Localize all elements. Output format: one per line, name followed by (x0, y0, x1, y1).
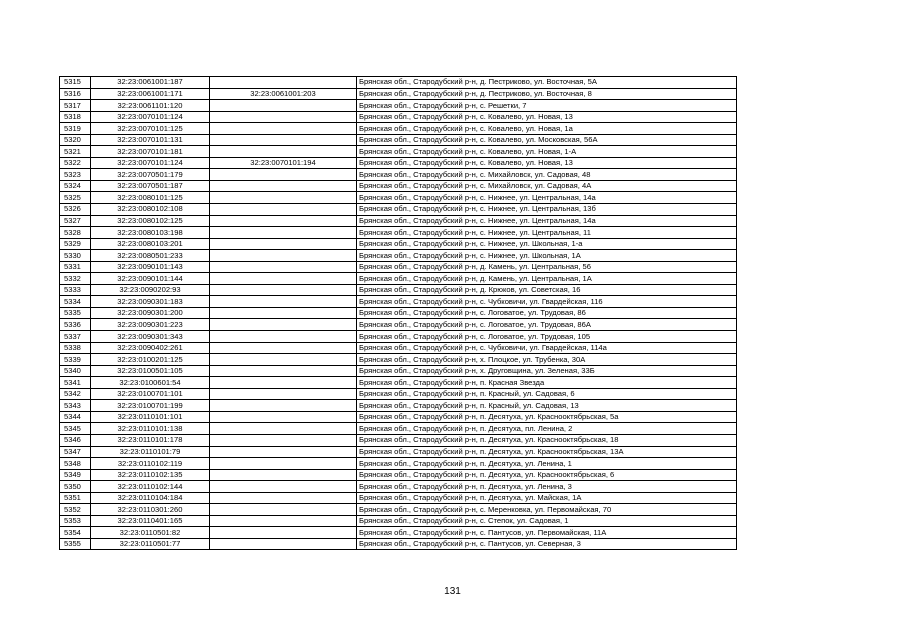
row-number-cell: 5346 (60, 434, 91, 446)
table-row (60, 446, 737, 458)
linked-cadastral-number-cell: 32:23:0070101:194 (210, 157, 357, 169)
table-row (60, 88, 737, 100)
address-cell: Брянская обл., Стародубский р-н, п. Десятуха, ул. Краснооктябрьская, 5а (357, 411, 737, 423)
address-cell: Брянская обл., Стародубский р-н, х. Плоцкое, ул. Трубенка, 30А (357, 354, 737, 366)
row-number-cell: 5350 (60, 481, 91, 493)
table-row (60, 319, 737, 331)
row-number-cell: 5336 (60, 319, 91, 331)
table-row (60, 365, 737, 377)
row-number-cell: 5348 (60, 458, 91, 470)
cadastral-number-cell: 32:23:0110501:82 (91, 527, 210, 539)
table-row (60, 111, 737, 123)
cadastral-number-cell: 32:23:0100501:105 (91, 365, 210, 377)
cadastral-number-cell: 32:23:0110102:119 (91, 458, 210, 470)
table-row (60, 215, 737, 227)
address-cell: Брянская обл., Стародубский р-н, с. Ковалево, ул. Новая, 1а (357, 123, 737, 135)
row-number-cell: 5338 (60, 342, 91, 354)
row-number-cell: 5344 (60, 411, 91, 423)
cadastral-number-cell: 32:23:0110102:144 (91, 481, 210, 493)
linked-cadastral-number-cell (210, 273, 357, 285)
address-cell: Брянская обл., Стародубский р-н, с. Нижнее, ул. Центральная, 14а (357, 192, 737, 204)
table-row (60, 157, 737, 169)
address-cell: Брянская обл., Стародубский р-н, д. Пестриково, ул. Восточная, 8 (357, 88, 737, 100)
row-number-cell: 5320 (60, 134, 91, 146)
linked-cadastral-number-cell (210, 227, 357, 239)
table-row (60, 481, 737, 493)
address-cell: Брянская обл., Стародубский р-н, с. Чубковичи, ул. Гвардейская, 116 (357, 296, 737, 308)
table-row (60, 307, 737, 319)
table-row (60, 411, 737, 423)
row-number-cell: 5325 (60, 192, 91, 204)
row-number-cell: 5326 (60, 204, 91, 216)
table-row (60, 434, 737, 446)
table-row (60, 180, 737, 192)
row-number-cell: 5319 (60, 123, 91, 135)
cadastral-number-cell: 32:23:0090301:183 (91, 296, 210, 308)
row-number-cell: 5353 (60, 515, 91, 527)
table-row (60, 354, 737, 366)
linked-cadastral-number-cell (210, 411, 357, 423)
row-number-cell: 5327 (60, 215, 91, 227)
row-number-cell: 5335 (60, 307, 91, 319)
row-number-cell: 5351 (60, 492, 91, 504)
cadastral-table (59, 76, 737, 550)
row-number-cell: 5337 (60, 331, 91, 343)
address-cell: Брянская обл., Стародубский р-н, с. Меренковка, ул. Первомайская, 70 (357, 504, 737, 516)
address-cell: Брянская обл., Стародубский р-н, с. Ковалево, ул. Московская, 56А (357, 134, 737, 146)
address-cell: Брянская обл., Стародубский р-н, с. Ковалево, ул. Новая, 13 (357, 157, 737, 169)
row-number-cell: 5330 (60, 250, 91, 262)
row-number-cell: 5328 (60, 227, 91, 239)
address-cell: Брянская обл., Стародубский р-н, с. Нижнее, ул. Центральная, 11 (357, 227, 737, 239)
linked-cadastral-number-cell (210, 481, 357, 493)
table-row (60, 77, 737, 89)
address-cell: Брянская обл., Стародубский р-н, с. Михайловск, ул. Садовая, 4А (357, 180, 737, 192)
address-cell: Брянская обл., Стародубский р-н, п. Десятуха, ул. Краснооктябрьская, 13А (357, 446, 737, 458)
linked-cadastral-number-cell (210, 238, 357, 250)
linked-cadastral-number-cell (210, 134, 357, 146)
row-number-cell: 5329 (60, 238, 91, 250)
linked-cadastral-number-cell (210, 527, 357, 539)
address-cell: Брянская обл., Стародубский р-н, с. Ковалево, ул. Новая, 1-А (357, 146, 737, 158)
linked-cadastral-number-cell (210, 423, 357, 435)
row-number-cell: 5342 (60, 388, 91, 400)
linked-cadastral-number-cell (210, 192, 357, 204)
cadastral-number-cell: 32:23:0100701:101 (91, 388, 210, 400)
row-number-cell: 5349 (60, 469, 91, 481)
cadastral-number-cell: 32:23:0080102:125 (91, 215, 210, 227)
table-row (60, 377, 737, 389)
address-cell: Брянская обл., Стародубский р-н, п. Красная Звезда (357, 377, 737, 389)
address-cell: Брянская обл., Стародубский р-н, п. Десятуха, ул. Ленина, 1 (357, 458, 737, 470)
cadastral-number-cell: 32:23:0100701:199 (91, 400, 210, 412)
linked-cadastral-number-cell (210, 169, 357, 181)
cadastral-number-cell: 32:23:0110104:184 (91, 492, 210, 504)
linked-cadastral-number-cell (210, 446, 357, 458)
cadastral-number-cell: 32:23:0080103:201 (91, 238, 210, 250)
cadastral-number-cell: 32:23:0080103:198 (91, 227, 210, 239)
linked-cadastral-number-cell (210, 469, 357, 481)
cadastral-number-cell: 32:23:0110301:260 (91, 504, 210, 516)
table-row (60, 504, 737, 516)
table-row (60, 296, 737, 308)
row-number-cell: 5318 (60, 111, 91, 123)
row-number-cell: 5324 (60, 180, 91, 192)
cadastral-number-cell: 32:23:0070101:124 (91, 157, 210, 169)
linked-cadastral-number-cell (210, 538, 357, 550)
address-cell: Брянская обл., Стародубский р-н, п. Десятуха, пл. Ленина, 2 (357, 423, 737, 435)
table-row (60, 169, 737, 181)
linked-cadastral-number-cell (210, 123, 357, 135)
linked-cadastral-number-cell (210, 504, 357, 516)
row-number-cell: 5347 (60, 446, 91, 458)
row-number-cell: 5354 (60, 527, 91, 539)
cadastral-number-cell: 32:23:0070101:181 (91, 146, 210, 158)
linked-cadastral-number-cell (210, 458, 357, 470)
address-cell: Брянская обл., Стародубский р-н, с. Нижнее, ул. Школьная, 1А (357, 250, 737, 262)
linked-cadastral-number-cell (210, 146, 357, 158)
table-row (60, 423, 737, 435)
linked-cadastral-number-cell (210, 354, 357, 366)
address-cell: Брянская обл., Стародубский р-н, с. Решетки, 7 (357, 100, 737, 112)
cadastral-number-cell: 32:23:0100201:125 (91, 354, 210, 366)
address-cell: Брянская обл., Стародубский р-н, х. Друговщина, ул. Зеленая, 33Б (357, 365, 737, 377)
row-number-cell: 5343 (60, 400, 91, 412)
cadastral-number-cell: 32:23:0090301:223 (91, 319, 210, 331)
row-number-cell: 5321 (60, 146, 91, 158)
address-cell: Брянская обл., Стародубский р-н, д. Пестриково, ул. Восточная, 5А (357, 77, 737, 89)
cadastral-number-cell: 32:23:0110101:178 (91, 434, 210, 446)
address-cell: Брянская обл., Стародубский р-н, с. Логоватое, ул. Трудовая, 86А (357, 319, 737, 331)
linked-cadastral-number-cell (210, 388, 357, 400)
address-cell: Брянская обл., Стародубский р-н, п. Десятуха, ул. Ленина, 3 (357, 481, 737, 493)
row-number-cell: 5352 (60, 504, 91, 516)
table-row (60, 342, 737, 354)
table-row (60, 538, 737, 550)
linked-cadastral-number-cell (210, 100, 357, 112)
linked-cadastral-number-cell (210, 365, 357, 377)
cadastral-number-cell: 32:23:0090402:261 (91, 342, 210, 354)
table-row (60, 238, 737, 250)
table-row (60, 192, 737, 204)
address-cell: Брянская обл., Стародубский р-н, д. Камень, ул. Центральная, 1А (357, 273, 737, 285)
address-cell: Брянская обл., Стародубский р-н, с. Степок, ул. Садовая, 1 (357, 515, 737, 527)
row-number-cell: 5315 (60, 77, 91, 89)
row-number-cell: 5340 (60, 365, 91, 377)
linked-cadastral-number-cell (210, 400, 357, 412)
address-cell: Брянская обл., Стародубский р-н, п. Красный, ул. Садовая, 6 (357, 388, 737, 400)
cadastral-number-cell: 32:23:0100601:54 (91, 377, 210, 389)
address-cell: Брянская обл., Стародубский р-н, с. Пантусов, ул. Северная, 3 (357, 538, 737, 550)
linked-cadastral-number-cell (210, 111, 357, 123)
table-row (60, 388, 737, 400)
table-row (60, 123, 737, 135)
linked-cadastral-number-cell (210, 180, 357, 192)
linked-cadastral-number-cell (210, 215, 357, 227)
table-row (60, 458, 737, 470)
linked-cadastral-number-cell: 32:23:0061001:203 (210, 88, 357, 100)
address-cell: Брянская обл., Стародубский р-н, с. Логоватое, ул. Трудовая, 86 (357, 307, 737, 319)
table-row (60, 227, 737, 239)
linked-cadastral-number-cell (210, 250, 357, 262)
address-cell: Брянская обл., Стародубский р-н, с. Чубковичи, ул. Гвардейская, 114а (357, 342, 737, 354)
table-body (60, 77, 737, 550)
cadastral-number-cell: 32:23:0110101:138 (91, 423, 210, 435)
linked-cadastral-number-cell (210, 492, 357, 504)
table-row (60, 400, 737, 412)
address-cell: Брянская обл., Стародубский р-н, д. Камень, ул. Центральная, 56 (357, 261, 737, 273)
cadastral-number-cell: 32:23:0061001:187 (91, 77, 210, 89)
row-number-cell: 5334 (60, 296, 91, 308)
linked-cadastral-number-cell (210, 284, 357, 296)
address-cell: Брянская обл., Стародубский р-н, с. Пантусов, ул. Первомайская, 11А (357, 527, 737, 539)
address-cell: Брянская обл., Стародубский р-н, п. Десятуха, ул. Майская, 1А (357, 492, 737, 504)
address-cell: Брянская обл., Стародубский р-н, п. Десятуха, ул. Краснооктябрьская, 18 (357, 434, 737, 446)
table-row (60, 134, 737, 146)
address-cell: Брянская обл., Стародубский р-н, с. Михайловск, ул. Садовая, 48 (357, 169, 737, 181)
row-number-cell: 5333 (60, 284, 91, 296)
table-row (60, 331, 737, 343)
cadastral-number-cell: 32:23:0090301:343 (91, 331, 210, 343)
table-row (60, 204, 737, 216)
table-row (60, 100, 737, 112)
linked-cadastral-number-cell (210, 434, 357, 446)
cadastral-number-cell: 32:23:0110401:165 (91, 515, 210, 527)
cadastral-number-cell: 32:23:0070101:131 (91, 134, 210, 146)
address-cell: Брянская обл., Стародубский р-н, с. Нижнее, ул. Школьная, 1-а (357, 238, 737, 250)
row-number-cell: 5323 (60, 169, 91, 181)
table-row (60, 250, 737, 262)
row-number-cell: 5355 (60, 538, 91, 550)
table-row (60, 284, 737, 296)
cadastral-number-cell: 32:23:0090301:200 (91, 307, 210, 319)
cadastral-number-cell: 32:23:0080101:125 (91, 192, 210, 204)
table-row (60, 261, 737, 273)
cadastral-number-cell: 32:23:0080501:233 (91, 250, 210, 262)
linked-cadastral-number-cell (210, 296, 357, 308)
cadastral-number-cell: 32:23:0090101:143 (91, 261, 210, 273)
cadastral-number-cell: 32:23:0070501:179 (91, 169, 210, 181)
linked-cadastral-number-cell (210, 515, 357, 527)
address-cell: Брянская обл., Стародубский р-н, п. Десятуха, ул. Краснооктябрьская, 6 (357, 469, 737, 481)
address-cell: Брянская обл., Стародубский р-н, с. Нижнее, ул. Центральная, 13б (357, 204, 737, 216)
row-number-cell: 5331 (60, 261, 91, 273)
cadastral-number-cell: 32:23:0061001:171 (91, 88, 210, 100)
cadastral-number-cell: 32:23:0110101:79 (91, 446, 210, 458)
row-number-cell: 5339 (60, 354, 91, 366)
address-cell: Брянская обл., Стародубский р-н, с. Ковалево, ул. Новая, 13 (357, 111, 737, 123)
row-number-cell: 5322 (60, 157, 91, 169)
cadastral-number-cell: 32:23:0090202:93 (91, 284, 210, 296)
cadastral-number-cell: 32:23:0070101:124 (91, 111, 210, 123)
table-row (60, 492, 737, 504)
row-number-cell: 5345 (60, 423, 91, 435)
cadastral-number-cell: 32:23:0110501:77 (91, 538, 210, 550)
table-row (60, 273, 737, 285)
linked-cadastral-number-cell (210, 204, 357, 216)
cadastral-number-cell: 32:23:0070501:187 (91, 180, 210, 192)
cadastral-number-cell: 32:23:0080102:108 (91, 204, 210, 216)
linked-cadastral-number-cell (210, 77, 357, 89)
linked-cadastral-number-cell (210, 342, 357, 354)
cadastral-number-cell: 32:23:0061101:120 (91, 100, 210, 112)
linked-cadastral-number-cell (210, 377, 357, 389)
linked-cadastral-number-cell (210, 331, 357, 343)
page-number: 131 (444, 586, 461, 597)
table-row (60, 515, 737, 527)
cadastral-number-cell: 32:23:0110102:135 (91, 469, 210, 481)
address-cell: Брянская обл., Стародубский р-н, д. Крюков, ул. Советская, 16 (357, 284, 737, 296)
table-row (60, 527, 737, 539)
row-number-cell: 5316 (60, 88, 91, 100)
cadastral-number-cell: 32:23:0110101:101 (91, 411, 210, 423)
linked-cadastral-number-cell (210, 319, 357, 331)
cadastral-number-cell: 32:23:0070101:125 (91, 123, 210, 135)
row-number-cell: 5332 (60, 273, 91, 285)
linked-cadastral-number-cell (210, 261, 357, 273)
table-row (60, 469, 737, 481)
address-cell: Брянская обл., Стародубский р-н, с. Нижнее, ул. Центральная, 14а (357, 215, 737, 227)
table-row (60, 146, 737, 158)
row-number-cell: 5341 (60, 377, 91, 389)
address-cell: Брянская обл., Стародубский р-н, п. Красный, ул. Садовая, 13 (357, 400, 737, 412)
cadastral-number-cell: 32:23:0090101:144 (91, 273, 210, 285)
linked-cadastral-number-cell (210, 307, 357, 319)
address-cell: Брянская обл., Стародубский р-н, с. Логоватое, ул. Трудовая, 105 (357, 331, 737, 343)
row-number-cell: 5317 (60, 100, 91, 112)
